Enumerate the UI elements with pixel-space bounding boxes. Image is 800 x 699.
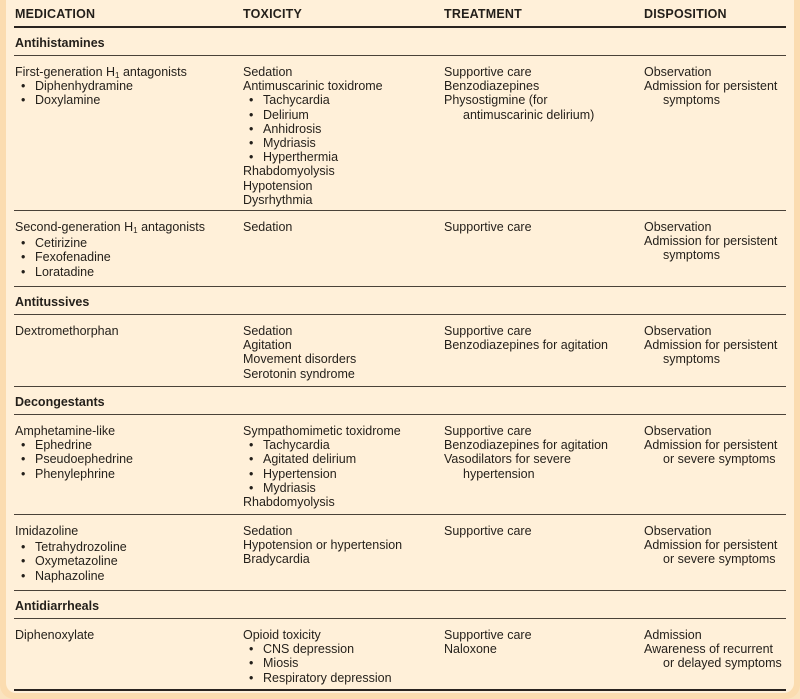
medication-cell (15, 65, 187, 108)
treatment-line: Supportive care (444, 628, 532, 642)
toxicity-bullet-item: • Hypertension (243, 467, 401, 481)
disposition-continuation: symptoms (663, 93, 720, 108)
table-body (14, 28, 786, 691)
medication-cell (15, 424, 133, 481)
disposition-continuation: or severe symptoms (663, 552, 776, 567)
disposition-line: Observation (644, 424, 712, 438)
header-toxicity: TOXICITY (243, 7, 303, 21)
disposition-continuation: symptoms (663, 352, 720, 367)
disposition-line: Observation (644, 65, 712, 79)
toxicity-cell (243, 65, 383, 207)
medication-item: • Naphazoline (15, 569, 127, 583)
medication-item: • Cetirizine (15, 236, 205, 250)
treatment-line: Supportive care (444, 220, 532, 234)
treatment-cell (444, 524, 532, 538)
toxicity-line: Bradycardia (243, 552, 310, 567)
toxicity-line: Hypotension (243, 178, 313, 193)
treatment-line: Physostigmine (for (444, 93, 548, 108)
toxicity-line: Sedation (243, 220, 293, 234)
toxicity-cell (243, 220, 292, 234)
table-row (14, 619, 786, 691)
toxicity-bullet-item: • Hyperthermia (243, 150, 383, 164)
toxicity-line: Rhabdomyolysis (243, 164, 335, 179)
medication-item: • Doxylamine (15, 93, 187, 107)
toxicity-line: Sedation (243, 324, 293, 338)
medication-cell (15, 628, 94, 642)
medication-item: • Tetrahydrozoline (15, 540, 127, 554)
toxicity-bullet-item: • Mydriasis (243, 136, 383, 150)
table-row (14, 515, 786, 591)
medication-cell (15, 524, 127, 583)
toxicity-line: Sedation (243, 65, 293, 79)
disposition-cell (644, 324, 777, 367)
disposition-line: Observation (644, 524, 712, 538)
header-treatment: TREATMENT (444, 7, 522, 21)
disposition-line: Observation (644, 324, 712, 338)
disposition-line: Admission (644, 628, 702, 642)
section-title: Antitussives (15, 295, 90, 309)
medication-toxicity-table (14, 0, 786, 691)
disposition-line: Admission for persistent (644, 538, 778, 553)
toxicity-bullet-item: • CNS depression (243, 642, 392, 656)
toxicity-line: Opioid toxicity (243, 628, 321, 642)
section-header (14, 287, 786, 315)
section-title: Antihistamines (15, 36, 105, 50)
disposition-line: Admission for persistent (644, 234, 778, 249)
table-header (14, 0, 786, 28)
medication-name: First-generation $H_1$ antagonists (15, 65, 187, 80)
treatment-continuation: antimuscarinic delirium) (463, 107, 595, 122)
disposition-continuation: or delayed symptoms (663, 656, 782, 671)
section-title: Antidiarrheals (15, 599, 100, 613)
disposition-cell (644, 65, 777, 108)
medication-item: • Pseudoephedrine (15, 452, 133, 466)
toxicity-cell (243, 628, 392, 685)
disposition-cell (644, 220, 777, 263)
medication-name: Imidazoline (15, 524, 79, 538)
toxicity-bullet-item: • Miosis (243, 656, 392, 670)
treatment-line: Naloxone (444, 642, 497, 657)
toxicity-cell (243, 524, 402, 567)
toxicity-line: Sedation (243, 524, 293, 538)
treatment-line: Supportive care (444, 524, 532, 538)
toxicity-line: Antimuscarinic toxidrome (243, 79, 383, 94)
table-row (14, 56, 786, 211)
treatment-cell (444, 65, 594, 122)
disposition-cell (644, 628, 782, 671)
disposition-line: Admission for persistent (644, 338, 778, 353)
section-header (14, 387, 786, 415)
toxicity-cell (243, 324, 356, 381)
treatment-line: Supportive care (444, 424, 532, 438)
disposition-line: Awareness of recurrent (644, 642, 773, 657)
medication-cell (15, 324, 119, 338)
treatment-line: Benzodiazepines for agitation (444, 338, 609, 353)
treatment-line: Supportive care (444, 65, 532, 79)
toxicity-bullet-item: • Anhidrosis (243, 122, 383, 136)
toxicity-line: Rhabdomyolysis (243, 495, 335, 510)
treatment-cell (444, 220, 532, 234)
toxicity-line: Serotonin syndrome (243, 366, 355, 381)
toxicity-bullet-item: • Mydriasis (243, 481, 401, 495)
medication-item: • Ephedrine (15, 438, 133, 452)
treatment-cell (444, 424, 608, 481)
header-disposition: DISPOSITION (644, 7, 727, 21)
treatment-continuation: hypertension (463, 466, 535, 481)
toxicity-bullet-item: • Tachycardia (243, 93, 383, 107)
treatment-line: Benzodiazepines for agitation (444, 438, 609, 453)
disposition-cell (644, 524, 777, 567)
toxicity-bullet-item: • Agitated delirium (243, 452, 401, 466)
disposition-line: Observation (644, 220, 712, 234)
toxicity-line: Dysrhythmia (243, 192, 313, 207)
medication-name: Diphenoxylate (15, 628, 95, 642)
medication-item: • Loratadine (15, 265, 205, 279)
section-header (14, 28, 786, 56)
toxicity-bullet-item: • Respiratory depression (243, 671, 392, 685)
header-medication: MEDICATION (15, 7, 96, 21)
treatment-line: Supportive care (444, 324, 532, 338)
toxicity-line: Sympathomimetic toxidrome (243, 424, 401, 438)
medication-name: Amphetamine-like (15, 424, 116, 438)
disposition-continuation: or severe symptoms (663, 452, 776, 467)
medication-cell (15, 220, 205, 279)
disposition-line: Admission for persistent (644, 438, 778, 453)
treatment-line: Vasodilators for severe (444, 452, 571, 467)
toxicity-line: Movement disorders (243, 352, 357, 367)
toxicity-bullet-item: • Delirium (243, 108, 383, 122)
treatment-line: Benzodiazepines (444, 79, 540, 94)
disposition-continuation: symptoms (663, 248, 720, 263)
section-header (14, 591, 786, 619)
toxicity-line: Hypotension or hypertension (243, 538, 403, 553)
subscript: 1 (133, 226, 138, 235)
medication-item: • Phenylephrine (15, 467, 133, 481)
treatment-cell (444, 628, 532, 656)
medication-item: • Fexofenadine (15, 250, 205, 264)
subscript: 1 (115, 71, 120, 80)
table-row (14, 211, 786, 287)
toxicity-line: Agitation (243, 338, 292, 353)
toxicity-cell (243, 424, 401, 509)
table-row (14, 415, 786, 515)
disposition-line: Admission for persistent (644, 79, 778, 94)
medication-item: • Diphenhydramine (15, 79, 187, 93)
medication-name: Dextromethorphan (15, 324, 119, 338)
disposition-cell (644, 424, 777, 467)
toxicity-bullet-item: • Tachycardia (243, 438, 401, 452)
treatment-cell (444, 324, 608, 352)
medication-item: • Oxymetazoline (15, 554, 127, 568)
table-row (14, 315, 786, 387)
medication-name: Second-generation $H_1$ antagonists (15, 220, 206, 235)
section-title: Decongestants (15, 395, 105, 409)
